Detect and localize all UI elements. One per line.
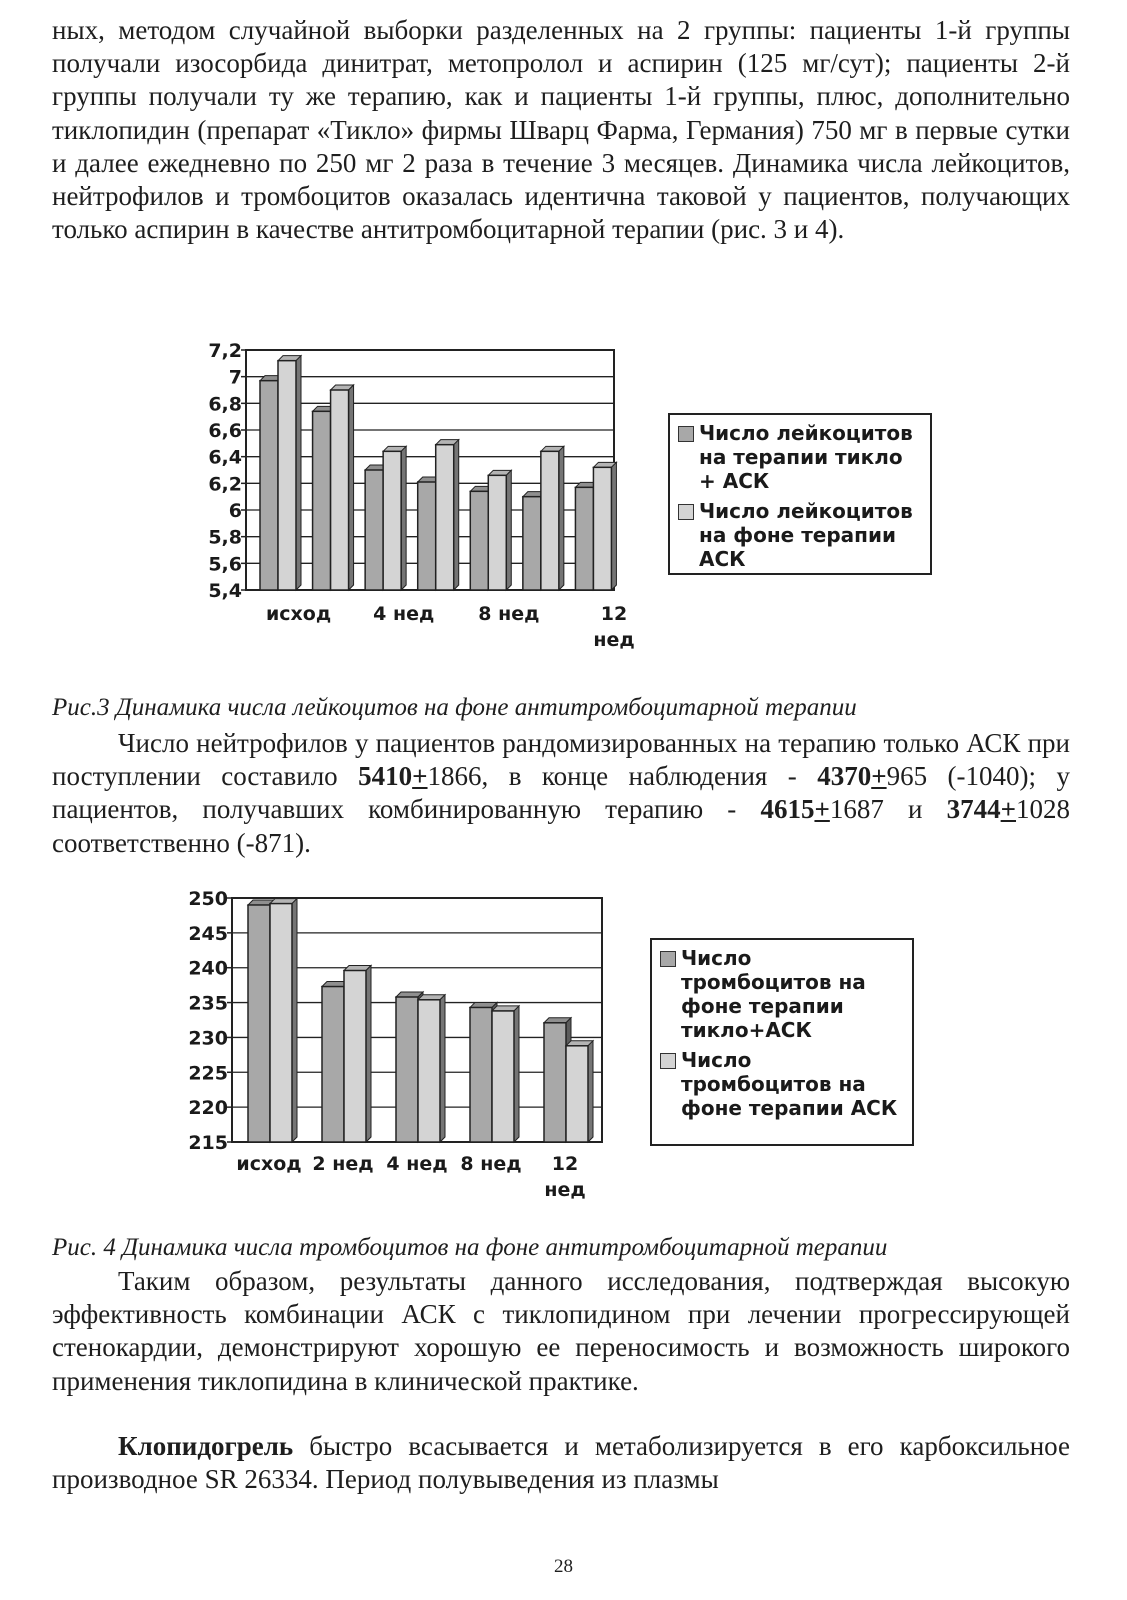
y-tick-label: 235 bbox=[188, 992, 228, 1015]
legend-swatch-dark bbox=[660, 951, 676, 967]
bar-front bbox=[566, 1046, 588, 1142]
y-tick-label: 245 bbox=[188, 922, 228, 945]
paragraph-conclusion: Таким образом, результаты данного исследования, подтверждая высокую эффективность комбинации АСК с тиклопидином при лечении прогрессирующей стенокардии, демонстрируют хорошую ее переносимость и возможность широкого применения тиклопидина в клинической практике. bbox=[52, 1266, 1070, 1396]
bar-front bbox=[544, 1023, 566, 1142]
clopidogrel-term: Клопидогрель bbox=[118, 1431, 294, 1461]
leukocyte-bar-chart bbox=[190, 338, 635, 658]
bar bbox=[344, 966, 371, 1142]
paragraph-clopidogrel bbox=[52, 1430, 1070, 1496]
legend-label-series2: Число тромбоцитов на фоне терапии АСК bbox=[681, 1048, 898, 1120]
x-tick-label: 8 нед bbox=[460, 1153, 522, 1175]
p2-text-5: соответственно (-871). bbox=[52, 827, 311, 858]
bar-front bbox=[344, 971, 366, 1142]
y-tick-label: 215 bbox=[188, 1132, 228, 1154]
bar-front bbox=[248, 905, 270, 1142]
x-tick-label: нед bbox=[593, 629, 635, 651]
y-tick-label: 6,2 bbox=[208, 473, 242, 496]
x-tick-label: 8 нед bbox=[478, 603, 540, 625]
bar bbox=[436, 440, 459, 590]
bar-front bbox=[278, 361, 296, 590]
page-number: 28 bbox=[554, 1556, 573, 1577]
p2-sd-2: 965 bbox=[886, 761, 928, 792]
bar bbox=[383, 446, 406, 590]
legend-swatch-light bbox=[678, 504, 694, 520]
bar-front bbox=[575, 487, 593, 590]
bar-front bbox=[593, 467, 611, 590]
bar-front bbox=[470, 1007, 492, 1142]
y-tick-label: 250 bbox=[188, 888, 228, 910]
p2-plusminus-3: + bbox=[814, 794, 830, 825]
bar-front bbox=[396, 997, 418, 1142]
x-tick-label: исход bbox=[236, 1153, 302, 1175]
bar bbox=[278, 356, 301, 590]
y-tick-label: 5,8 bbox=[208, 526, 242, 549]
x-tick-label: 12 bbox=[600, 603, 628, 625]
legend-label-series1: Число лейкоцитов на терапии тикло + АСК bbox=[699, 421, 913, 493]
y-tick-label: 6,4 bbox=[208, 446, 242, 469]
x-tick-label: исход bbox=[265, 603, 332, 625]
bar bbox=[541, 446, 564, 590]
bar bbox=[270, 899, 297, 1142]
p2-plusminus-4: + bbox=[1000, 794, 1017, 825]
bar-front bbox=[470, 491, 488, 590]
bar-side bbox=[454, 440, 459, 590]
bar bbox=[488, 470, 511, 590]
p2-plusminus-2: + bbox=[871, 761, 887, 792]
bar bbox=[331, 385, 354, 590]
y-tick-label: 230 bbox=[188, 1027, 228, 1050]
clopidogrel-text: быстро всасывается и метаболизируется в его карбоксильное производное SR 26334. Период полувыведения из плазмы bbox=[52, 1431, 1070, 1495]
legend-swatch-light bbox=[660, 1053, 676, 1069]
platelet-bar-chart bbox=[176, 884, 616, 1204]
y-tick-label: 220 bbox=[188, 1097, 228, 1120]
legend-item-series2 bbox=[678, 499, 922, 571]
bar-front bbox=[313, 411, 331, 590]
p2-text-4: и bbox=[883, 794, 947, 825]
p2-text-3: (-1040); у пациентов, получавших комбинированную терапию - bbox=[52, 761, 1070, 825]
legend-label-series2: Число лейкоцитов на фоне терапии АСК bbox=[699, 499, 913, 571]
bar-front bbox=[488, 475, 506, 590]
bar-front bbox=[492, 1011, 514, 1142]
bar-front bbox=[260, 381, 278, 590]
p2-sd-3: 1687 bbox=[829, 794, 884, 825]
p2-value-4: 3744 bbox=[946, 794, 1001, 825]
bar bbox=[566, 1041, 593, 1142]
bar-front bbox=[418, 482, 436, 590]
bar-front bbox=[331, 390, 349, 590]
p2-sd-4: 1028 bbox=[1016, 794, 1071, 825]
x-tick-label: 2 нед bbox=[312, 1153, 374, 1175]
bar-side bbox=[611, 462, 616, 590]
paragraph-neutrophils bbox=[52, 727, 1070, 860]
figure-3-caption: Рис.3 Динамика числа лейкоцитов на фоне антитромбоцитарной терапии bbox=[52, 694, 857, 721]
bar-front bbox=[270, 904, 292, 1142]
x-tick-label: 4 нед bbox=[373, 603, 435, 625]
legend-item-series1 bbox=[678, 421, 922, 493]
bar-front bbox=[383, 451, 401, 590]
figure-4-caption: Рис. 4 Динамика числа тромбоцитов на фоне антитромбоцитарной терапии bbox=[52, 1234, 888, 1261]
legend-item-series2 bbox=[660, 1048, 904, 1120]
y-tick-label: 5,4 bbox=[208, 580, 242, 602]
y-tick-label: 225 bbox=[188, 1062, 228, 1085]
bar-front bbox=[418, 1000, 440, 1142]
bar-front bbox=[523, 497, 541, 590]
bar bbox=[492, 1006, 519, 1142]
bar bbox=[418, 995, 445, 1142]
y-tick-label: 7,2 bbox=[208, 340, 242, 362]
platelet-chart-legend bbox=[650, 938, 914, 1146]
bar bbox=[593, 462, 616, 590]
y-tick-label: 6,8 bbox=[208, 393, 242, 416]
y-tick-label: 6,6 bbox=[208, 420, 242, 442]
bar-front bbox=[322, 987, 344, 1142]
bar-front bbox=[436, 445, 454, 590]
x-tick-label: нед bbox=[544, 1179, 586, 1201]
x-tick-label: 4 нед bbox=[386, 1153, 448, 1175]
p2-value-1: 5410 bbox=[358, 761, 413, 792]
p2-text-1: Число нейтрофилов у пациентов рандомизированных на терапию только АСК при поступлении составило bbox=[52, 728, 1070, 792]
x-tick-label: 12 bbox=[551, 1153, 579, 1175]
y-tick-label: 240 bbox=[188, 957, 228, 980]
y-tick-label: 5,6 bbox=[208, 553, 242, 576]
p2-text-2: , в конце наблюдения - bbox=[481, 761, 818, 792]
y-tick-label: 7 bbox=[228, 366, 242, 389]
paragraph-intro: ных, методом случайной выборки разделенных на 2 группы: пациенты 1-й группы получали изосорбида динитрат, метопролол и аспирин (125 мг/сут); пациенты 2-й группы получали ту же терапию, как и пациенты 1-й группы, плюс, дополнительно тиклопидин (препарат «Тикло» фирмы Шварц Фарма, Германия) 750 мг в первые сутки и далее ежедневно по 250 мг 2 раза в течение 3 месяцев. Динамика числа лейкоцитов, нейтрофилов и тромбоцитов оказалась идентична таковой у пациентов, получающих только аспирин в качестве антитромбоцитарной терапии (рис. 3 и 4). bbox=[52, 15, 1070, 245]
legend-swatch-dark bbox=[678, 426, 694, 442]
legend-item-series1 bbox=[660, 946, 904, 1042]
p2-value-3: 4615 bbox=[760, 794, 815, 825]
p2-value-2: 4370 bbox=[817, 761, 872, 792]
p2-sd-1: 1866 bbox=[427, 761, 482, 792]
bar-front bbox=[365, 470, 383, 590]
bar-front bbox=[541, 451, 559, 590]
bar-side bbox=[559, 446, 564, 590]
legend-label-series1: Число тромбоцитов на фоне терапии тикло+АСК bbox=[681, 946, 866, 1042]
leukocyte-chart-legend bbox=[668, 413, 932, 575]
y-tick-label: 6 bbox=[228, 500, 242, 522]
p2-plusminus-1: + bbox=[412, 761, 428, 792]
